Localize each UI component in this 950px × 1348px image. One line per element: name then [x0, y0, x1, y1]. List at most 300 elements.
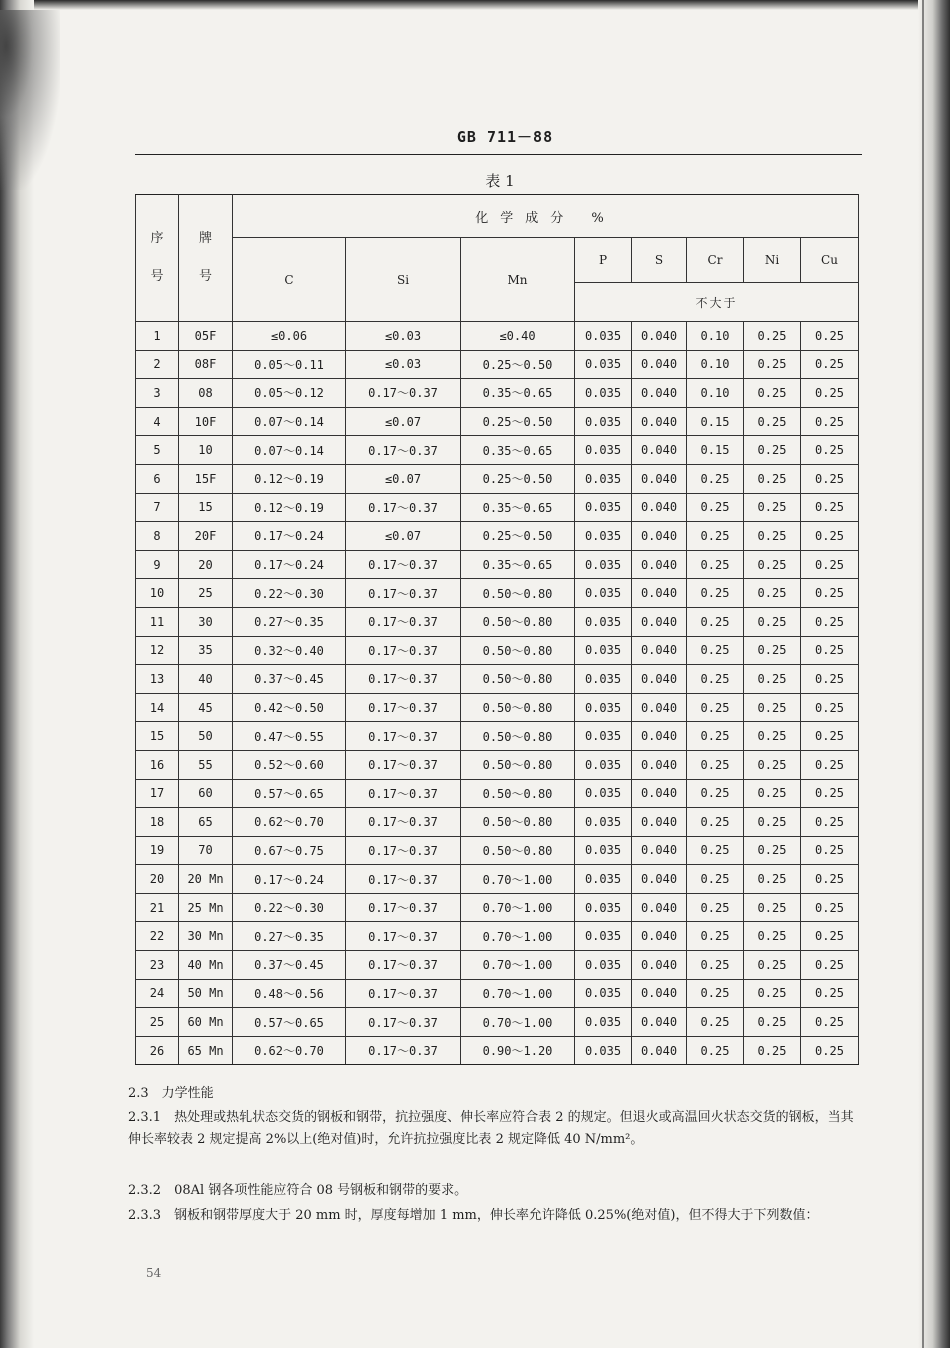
cell-c: 0.07～0.14 — [233, 407, 346, 436]
cell-ni: 0.25 — [744, 1008, 801, 1037]
cell-grade: 35 — [179, 636, 233, 665]
cell-c: 0.67～0.75 — [233, 836, 346, 865]
cell-s: 0.040 — [632, 493, 687, 522]
cell-ni: 0.25 — [744, 550, 801, 579]
cell-cu: 0.25 — [801, 407, 859, 436]
cell-cu: 0.25 — [801, 379, 859, 408]
cell-grade: 40 Mn — [179, 951, 233, 980]
cell-seq: 2 — [136, 350, 179, 379]
cell-c: 0.05～0.11 — [233, 350, 346, 379]
table-row — [136, 979, 859, 1008]
cell-ni: 0.25 — [744, 979, 801, 1008]
section-2-3-2-text: 08Al 钢各项性能应符合 08 号钢板和钢带的要求。 — [174, 1183, 468, 1198]
table-row — [136, 379, 859, 408]
page-number: 54 — [146, 1266, 162, 1280]
cell-cr: 0.10 — [687, 379, 744, 408]
cell-c: 0.37～0.45 — [233, 665, 346, 694]
cell-p: 0.035 — [575, 322, 632, 351]
scan-left-shadow — [0, 0, 34, 1348]
table-row — [136, 693, 859, 722]
table-row — [136, 893, 859, 922]
cell-seq: 9 — [136, 550, 179, 579]
cell-grade: 40 — [179, 665, 233, 694]
cell-s: 0.040 — [632, 779, 687, 808]
cell-seq: 1 — [136, 322, 179, 351]
cell-mn: 0.50～0.80 — [461, 665, 575, 694]
table-row — [136, 922, 859, 951]
cell-mn: 0.25～0.50 — [461, 522, 575, 551]
cell-seq: 26 — [136, 1036, 179, 1065]
table-row — [136, 464, 859, 493]
header-rule — [135, 154, 862, 155]
col-c-header: C — [233, 238, 346, 322]
cell-grade: 20 — [179, 550, 233, 579]
cell-si: ≤0.07 — [346, 522, 461, 551]
cell-cr: 0.25 — [687, 1036, 744, 1065]
cell-seq: 12 — [136, 636, 179, 665]
cell-ni: 0.25 — [744, 579, 801, 608]
cell-cr: 0.25 — [687, 979, 744, 1008]
cell-p: 0.035 — [575, 1036, 632, 1065]
cell-cr: 0.10 — [687, 322, 744, 351]
cell-si: 0.17～0.37 — [346, 693, 461, 722]
cell-cr: 0.25 — [687, 865, 744, 894]
cell-c: 0.05～0.12 — [233, 379, 346, 408]
cell-c: 0.37～0.45 — [233, 951, 346, 980]
cell-si: 0.17～0.37 — [346, 1036, 461, 1065]
section-2-3-3 — [128, 1205, 858, 1227]
cell-cr: 0.25 — [687, 836, 744, 865]
table-row — [136, 407, 859, 436]
cell-ni: 0.25 — [744, 407, 801, 436]
cell-ni: 0.25 — [744, 750, 801, 779]
cell-p: 0.035 — [575, 464, 632, 493]
cell-seq: 8 — [136, 522, 179, 551]
cell-mn: 0.25～0.50 — [461, 407, 575, 436]
cell-ni: 0.25 — [744, 350, 801, 379]
cell-seq: 22 — [136, 922, 179, 951]
cell-s: 0.040 — [632, 1008, 687, 1037]
cell-c: 0.32～0.40 — [233, 636, 346, 665]
cell-seq: 3 — [136, 379, 179, 408]
cell-cr: 0.25 — [687, 893, 744, 922]
table-row — [136, 550, 859, 579]
cell-seq: 25 — [136, 1008, 179, 1037]
cell-c: 0.17～0.24 — [233, 550, 346, 579]
cell-c: 0.62～0.70 — [233, 1036, 346, 1065]
cell-si: 0.17～0.37 — [346, 579, 461, 608]
section-2-3-1 — [128, 1107, 858, 1151]
cell-s: 0.040 — [632, 550, 687, 579]
cell-p: 0.035 — [575, 436, 632, 465]
cell-mn: 0.50～0.80 — [461, 808, 575, 837]
cell-cu: 0.25 — [801, 322, 859, 351]
cell-p: 0.035 — [575, 865, 632, 894]
cell-grade: 45 — [179, 693, 233, 722]
cell-grade: 70 — [179, 836, 233, 865]
col-si-header: Si — [346, 238, 461, 322]
cell-seq: 20 — [136, 865, 179, 894]
cell-cr: 0.25 — [687, 522, 744, 551]
scan-left-blot — [0, 10, 60, 190]
cell-c: 0.47～0.55 — [233, 722, 346, 751]
cell-seq: 6 — [136, 464, 179, 493]
standard-code-header: GB 711－88 — [456, 128, 554, 146]
cell-p: 0.035 — [575, 579, 632, 608]
cell-cr: 0.25 — [687, 607, 744, 636]
cell-s: 0.040 — [632, 665, 687, 694]
col-s-header: S — [632, 238, 687, 283]
cell-ni: 0.25 — [744, 722, 801, 751]
cell-s: 0.040 — [632, 579, 687, 608]
cell-mn: 0.50～0.80 — [461, 693, 575, 722]
cell-p: 0.035 — [575, 522, 632, 551]
cell-mn: 0.50～0.80 — [461, 779, 575, 808]
cell-ni: 0.25 — [744, 1036, 801, 1065]
cell-p: 0.035 — [575, 350, 632, 379]
cell-s: 0.040 — [632, 607, 687, 636]
cell-cu: 0.25 — [801, 665, 859, 694]
cell-c: 0.27～0.35 — [233, 922, 346, 951]
table-row — [136, 636, 859, 665]
cell-mn: 0.50～0.80 — [461, 636, 575, 665]
cell-ni: 0.25 — [744, 836, 801, 865]
col-grade-header — [179, 195, 233, 322]
cell-c: 0.48～0.56 — [233, 979, 346, 1008]
cell-c: 0.52～0.60 — [233, 750, 346, 779]
cell-seq: 5 — [136, 436, 179, 465]
cell-seq: 15 — [136, 722, 179, 751]
cell-seq: 24 — [136, 979, 179, 1008]
table-row — [136, 750, 859, 779]
cell-cu: 0.25 — [801, 522, 859, 551]
cell-p: 0.035 — [575, 693, 632, 722]
cell-si: 0.17～0.37 — [346, 636, 461, 665]
cell-ni: 0.25 — [744, 922, 801, 951]
col-seq-line-2: 号 — [150, 269, 164, 284]
section-2-3-1-number: 2.3.1 — [128, 1110, 162, 1125]
cell-mn: 0.70～1.00 — [461, 922, 575, 951]
cell-ni: 0.25 — [744, 808, 801, 837]
cell-cr: 0.25 — [687, 464, 744, 493]
cell-grade: 05F — [179, 322, 233, 351]
cell-s: 0.040 — [632, 808, 687, 837]
cell-si: ≤0.03 — [346, 350, 461, 379]
section-2-3-heading: 2.3 力学性能 — [128, 1086, 214, 1101]
col-mn-header: Mn — [461, 238, 575, 322]
cell-mn: 0.70～1.00 — [461, 951, 575, 980]
cell-s: 0.040 — [632, 722, 687, 751]
cell-c: 0.22～0.30 — [233, 893, 346, 922]
cell-si: 0.17～0.37 — [346, 922, 461, 951]
cell-p: 0.035 — [575, 922, 632, 951]
cell-p: 0.035 — [575, 779, 632, 808]
cell-cu: 0.25 — [801, 464, 859, 493]
cell-c: 0.22～0.30 — [233, 579, 346, 608]
table-row — [136, 493, 859, 522]
cell-si: 0.17～0.37 — [346, 436, 461, 465]
cell-p: 0.035 — [575, 636, 632, 665]
cell-ni: 0.25 — [744, 522, 801, 551]
cell-s: 0.040 — [632, 951, 687, 980]
cell-mn: 0.50～0.80 — [461, 750, 575, 779]
cell-p: 0.035 — [575, 407, 632, 436]
cell-grade: 08 — [179, 379, 233, 408]
cell-si: 0.17～0.37 — [346, 1008, 461, 1037]
cell-si: 0.17～0.37 — [346, 550, 461, 579]
table-row — [136, 808, 859, 837]
cell-cu: 0.25 — [801, 893, 859, 922]
cell-cu: 0.25 — [801, 836, 859, 865]
cell-p: 0.035 — [575, 607, 632, 636]
cell-grade: 10 — [179, 436, 233, 465]
cell-si: 0.17～0.37 — [346, 493, 461, 522]
cell-p: 0.035 — [575, 550, 632, 579]
cell-s: 0.040 — [632, 464, 687, 493]
cell-c: 0.17～0.24 — [233, 865, 346, 894]
cell-s: 0.040 — [632, 522, 687, 551]
cell-p: 0.035 — [575, 893, 632, 922]
cell-ni: 0.25 — [744, 893, 801, 922]
col-seq-line-1: 序 — [150, 231, 164, 246]
table-row — [136, 865, 859, 894]
cell-ni: 0.25 — [744, 464, 801, 493]
section-2-3-1-text: 热处理或热轧状态交货的钢板和钢带，抗拉强度、伸长率应符合表 2 的规定。但退火或高温回火状态交货的钢板，当其伸长率较表 2 规定提高 2%以上(绝对值)时，允许抗拉强度比表 2 规定降低 40 N/mm²。 — [128, 1110, 854, 1147]
col-grade-line-2: 号 — [198, 269, 212, 284]
cell-s: 0.040 — [632, 750, 687, 779]
cell-c: 0.07～0.14 — [233, 436, 346, 465]
cell-c: 0.27～0.35 — [233, 607, 346, 636]
cell-ni: 0.25 — [744, 636, 801, 665]
cell-s: 0.040 — [632, 636, 687, 665]
cell-c: 0.57～0.65 — [233, 779, 346, 808]
cell-cr: 0.25 — [687, 722, 744, 751]
cell-si: 0.17～0.37 — [346, 836, 461, 865]
cell-cr: 0.25 — [687, 808, 744, 837]
section-2-3-1-paragraph — [128, 1107, 858, 1151]
table-row — [136, 579, 859, 608]
cell-si: 0.17～0.37 — [346, 951, 461, 980]
cell-grade: 50 Mn — [179, 979, 233, 1008]
cell-cr: 0.25 — [687, 750, 744, 779]
cell-cr: 0.25 — [687, 922, 744, 951]
table-row — [136, 779, 859, 808]
cell-p: 0.035 — [575, 750, 632, 779]
table-row — [136, 1036, 859, 1065]
cell-seq: 4 — [136, 407, 179, 436]
cell-seq: 13 — [136, 665, 179, 694]
cell-p: 0.035 — [575, 808, 632, 837]
cell-cr: 0.25 — [687, 493, 744, 522]
cell-s: 0.040 — [632, 979, 687, 1008]
cell-mn: 0.35～0.65 — [461, 550, 575, 579]
table-row — [136, 722, 859, 751]
cell-grade: 30 — [179, 607, 233, 636]
table-title: 表 1 — [485, 172, 515, 190]
cell-c: 0.12～0.19 — [233, 464, 346, 493]
cell-ni: 0.25 — [744, 379, 801, 408]
section-2-3-3-paragraph — [128, 1205, 858, 1227]
cell-si: 0.17～0.37 — [346, 893, 461, 922]
scan-right-edge — [922, 0, 924, 1348]
cell-mn: 0.70～1.00 — [461, 893, 575, 922]
cell-cu: 0.25 — [801, 607, 859, 636]
cell-cr: 0.25 — [687, 693, 744, 722]
cell-si: ≤0.07 — [346, 464, 461, 493]
cell-cu: 0.25 — [801, 579, 859, 608]
cell-cr: 0.10 — [687, 350, 744, 379]
cell-s: 0.040 — [632, 436, 687, 465]
cell-p: 0.035 — [575, 722, 632, 751]
cell-ni: 0.25 — [744, 779, 801, 808]
cell-grade: 20F — [179, 522, 233, 551]
cell-s: 0.040 — [632, 693, 687, 722]
cell-mn: 0.50～0.80 — [461, 579, 575, 608]
cell-mn: 0.50～0.80 — [461, 607, 575, 636]
cell-ni: 0.25 — [744, 436, 801, 465]
cell-si: ≤0.03 — [346, 322, 461, 351]
cell-p: 0.035 — [575, 665, 632, 694]
cell-si: 0.17～0.37 — [346, 722, 461, 751]
table-row — [136, 607, 859, 636]
cell-cu: 0.25 — [801, 493, 859, 522]
cell-cu: 0.25 — [801, 922, 859, 951]
table-row — [136, 836, 859, 865]
cell-ni: 0.25 — [744, 951, 801, 980]
cell-grade: 20 Mn — [179, 865, 233, 894]
scan-top-shadow — [0, 0, 950, 10]
cell-cu: 0.25 — [801, 779, 859, 808]
cell-seq: 17 — [136, 779, 179, 808]
cell-cr: 0.15 — [687, 407, 744, 436]
cell-p: 0.035 — [575, 979, 632, 1008]
cell-cu: 0.25 — [801, 865, 859, 894]
table-row — [136, 1008, 859, 1037]
cell-cu: 0.25 — [801, 693, 859, 722]
cell-cu: 0.25 — [801, 636, 859, 665]
cell-grade: 60 — [179, 779, 233, 808]
col-ni-header: Ni — [744, 238, 801, 283]
cell-mn: 0.70～1.00 — [461, 865, 575, 894]
cell-ni: 0.25 — [744, 322, 801, 351]
cell-c: ≤0.06 — [233, 322, 346, 351]
cell-si: 0.17～0.37 — [346, 607, 461, 636]
cell-cu: 0.25 — [801, 722, 859, 751]
cell-cr: 0.25 — [687, 951, 744, 980]
cell-si: 0.17～0.37 — [346, 379, 461, 408]
cell-ni: 0.25 — [744, 493, 801, 522]
cell-mn: 0.70～1.00 — [461, 1008, 575, 1037]
chemical-composition-table — [135, 194, 859, 1065]
cell-mn: 0.25～0.50 — [461, 464, 575, 493]
cell-mn: 0.25～0.50 — [461, 350, 575, 379]
cell-seq: 14 — [136, 693, 179, 722]
cell-cu: 0.25 — [801, 951, 859, 980]
cell-p: 0.035 — [575, 493, 632, 522]
cell-c: 0.57～0.65 — [233, 1008, 346, 1037]
cell-c: 0.12～0.19 — [233, 493, 346, 522]
col-cu-header: Cu — [801, 238, 859, 283]
cell-cr: 0.15 — [687, 436, 744, 465]
cell-seq: 7 — [136, 493, 179, 522]
cell-cu: 0.25 — [801, 550, 859, 579]
cell-mn: 0.50～0.80 — [461, 722, 575, 751]
cell-cr: 0.25 — [687, 665, 744, 694]
table-row — [136, 951, 859, 980]
col-grade-line-1: 牌 — [198, 231, 212, 246]
section-2-3-3-number: 2.3.3 — [128, 1208, 162, 1223]
cell-ni: 0.25 — [744, 693, 801, 722]
cell-p: 0.035 — [575, 1008, 632, 1037]
cell-seq: 18 — [136, 808, 179, 837]
cell-si: 0.17～0.37 — [346, 979, 461, 1008]
table-row — [136, 522, 859, 551]
cell-ni: 0.25 — [744, 865, 801, 894]
cell-si: 0.17～0.37 — [346, 865, 461, 894]
cell-grade: 25 Mn — [179, 893, 233, 922]
cell-s: 0.040 — [632, 379, 687, 408]
cell-c: 0.62～0.70 — [233, 808, 346, 837]
cell-grade: 55 — [179, 750, 233, 779]
cell-si: 0.17～0.37 — [346, 665, 461, 694]
cell-si: 0.17～0.37 — [346, 779, 461, 808]
cell-s: 0.040 — [632, 865, 687, 894]
cell-grade: 08F — [179, 350, 233, 379]
table-row — [136, 350, 859, 379]
cell-seq: 21 — [136, 893, 179, 922]
cell-grade: 15 — [179, 493, 233, 522]
cell-seq: 10 — [136, 579, 179, 608]
cell-cu: 0.25 — [801, 1008, 859, 1037]
cell-seq: 11 — [136, 607, 179, 636]
cell-si: ≤0.07 — [346, 407, 461, 436]
cell-grade: 65 Mn — [179, 1036, 233, 1065]
cell-grade: 10F — [179, 407, 233, 436]
cell-seq: 16 — [136, 750, 179, 779]
cell-cr: 0.25 — [687, 579, 744, 608]
cell-grade: 65 — [179, 808, 233, 837]
cell-s: 0.040 — [632, 407, 687, 436]
cell-mn: 0.70～1.00 — [461, 979, 575, 1008]
cell-cu: 0.25 — [801, 350, 859, 379]
cell-cu: 0.25 — [801, 750, 859, 779]
section-2-3-2 — [128, 1180, 858, 1202]
cell-p: 0.035 — [575, 379, 632, 408]
cell-mn: 0.35～0.65 — [461, 493, 575, 522]
cell-grade: 50 — [179, 722, 233, 751]
cell-s: 0.040 — [632, 1036, 687, 1065]
cell-grade: 60 Mn — [179, 1008, 233, 1037]
table-row — [136, 436, 859, 465]
cell-cu: 0.25 — [801, 808, 859, 837]
col-seq-header — [136, 195, 179, 322]
cell-mn: 0.50～0.80 — [461, 836, 575, 865]
cell-s: 0.040 — [632, 836, 687, 865]
cell-ni: 0.25 — [744, 665, 801, 694]
cell-grade: 30 Mn — [179, 922, 233, 951]
col-cr-header: Cr — [687, 238, 744, 283]
cell-cu: 0.25 — [801, 1036, 859, 1065]
cell-mn: 0.35～0.65 — [461, 436, 575, 465]
cell-cr: 0.25 — [687, 1008, 744, 1037]
cell-cr: 0.25 — [687, 636, 744, 665]
cell-s: 0.040 — [632, 922, 687, 951]
table-row — [136, 665, 859, 694]
table-row — [136, 322, 859, 351]
cell-grade: 25 — [179, 579, 233, 608]
section-2-3-2-number: 2.3.2 — [128, 1183, 162, 1198]
cell-mn: 0.90～1.20 — [461, 1036, 575, 1065]
